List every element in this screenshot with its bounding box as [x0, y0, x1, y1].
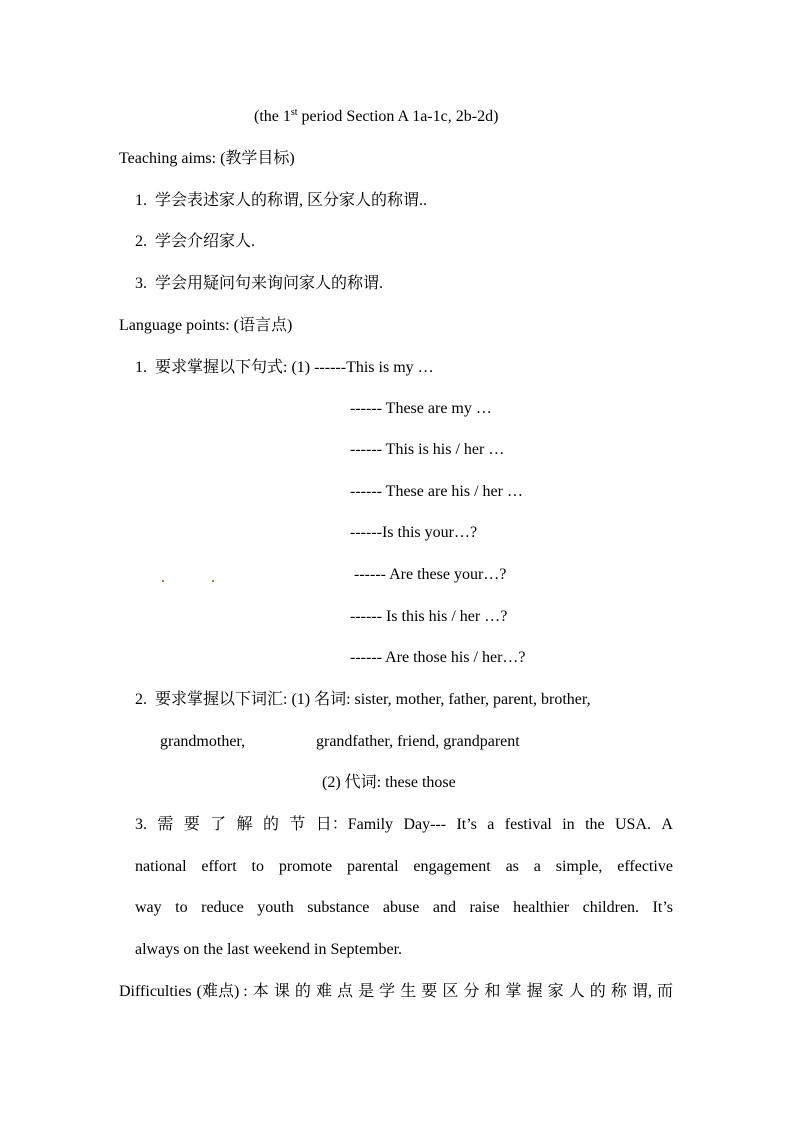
word: 称	[610, 983, 627, 1000]
word: 课	[273, 983, 290, 1000]
stray-dot	[162, 580, 164, 582]
word: as	[505, 858, 519, 875]
aim-item-2: 2. 学会介绍家人.	[135, 233, 256, 250]
word: parental	[347, 858, 399, 875]
word: 日：Family	[315, 816, 394, 833]
section-header: (the 1st period Section A 1a-1c, 2b-2d)	[254, 107, 499, 125]
word: It’s	[652, 899, 673, 916]
word: 的	[294, 983, 311, 1000]
word: (难点) :	[196, 983, 248, 1000]
word: to	[251, 858, 264, 875]
word: effort	[201, 858, 237, 875]
festival-line-1	[135, 815, 673, 835]
word: youth	[257, 899, 294, 916]
word: reduce	[201, 899, 244, 916]
sentence-pattern: ------ Are these your…?	[354, 566, 507, 583]
word: a	[533, 858, 541, 875]
vocab-line-2b: grandfather, friend, grandparent	[316, 733, 520, 750]
festival-line-3	[135, 898, 673, 918]
word: 要	[421, 983, 438, 1000]
word: It’s	[456, 816, 477, 833]
sentence-pattern: ------ This is his / her …	[350, 441, 505, 458]
word: 3.	[135, 816, 147, 833]
festival-line-2	[135, 857, 673, 877]
word: 学	[379, 983, 396, 1000]
difficulties-line	[119, 982, 673, 1002]
word: 握	[526, 983, 543, 1000]
word: 谓,	[631, 983, 652, 1000]
word: 的	[589, 983, 606, 1000]
festival-line-4: always on the last weekend in September.	[135, 941, 403, 958]
word: 点	[337, 983, 354, 1000]
word: 区	[442, 983, 459, 1000]
sentence-pattern: ------ Are those his / her…?	[350, 649, 526, 666]
word: 分	[463, 983, 480, 1000]
word: simple,	[555, 858, 603, 875]
word: way	[135, 899, 162, 916]
word: and	[432, 899, 456, 916]
word: Difficulties	[119, 983, 192, 1000]
word: USA.	[614, 816, 651, 833]
word: 本	[252, 983, 269, 1000]
word: a	[487, 816, 495, 833]
word: 而	[656, 983, 673, 1000]
word: to	[175, 899, 188, 916]
word: engagement	[413, 858, 491, 875]
word: children.	[582, 899, 640, 916]
lp-item-2: 2. 要求掌握以下词汇: (1) 名词: sister, mother, father, parent, brother,	[135, 691, 591, 708]
word: healthier	[513, 899, 570, 916]
word: abuse	[382, 899, 420, 916]
word: 掌	[505, 983, 522, 1000]
word: 了	[210, 816, 227, 833]
word: raise	[469, 899, 500, 916]
word: 节	[289, 816, 306, 833]
aim-item-1: 1. 学会表述家人的称谓, 区分家人的称谓..	[135, 192, 428, 209]
word: 家	[547, 983, 564, 1000]
word: 的	[262, 816, 279, 833]
word: festival	[504, 816, 552, 833]
word: 需	[157, 816, 174, 833]
word: substance	[307, 899, 370, 916]
stray-dot	[212, 580, 214, 582]
word: 解	[236, 816, 253, 833]
word: Day---	[403, 816, 447, 833]
word: promote	[278, 858, 333, 875]
vocab-line-3: (2) 代词: these those	[322, 774, 456, 791]
lp-item-1: 1. 要求掌握以下句式: (1) ------This is my …	[135, 359, 434, 376]
vocab-line-2a: grandmother,	[160, 733, 246, 750]
aim-item-3: 3. 学会用疑问句来询问家人的称谓.	[135, 275, 384, 292]
word: the	[585, 816, 605, 833]
word: effective	[617, 858, 673, 875]
word: 人	[568, 983, 585, 1000]
teaching-aims-heading: Teaching aims: (教学目标)	[119, 150, 295, 167]
word: 生	[400, 983, 417, 1000]
sentence-pattern: ------ These are his / her …	[350, 483, 523, 500]
sentence-pattern: ------ Is this his / her …?	[350, 608, 508, 625]
sentence-pattern: ------ These are my …	[350, 400, 492, 417]
word: 和	[484, 983, 501, 1000]
word: A	[661, 816, 673, 833]
word: 难	[315, 983, 332, 1000]
word: in	[562, 816, 575, 833]
sentence-pattern: ------Is this your…?	[350, 524, 478, 541]
word: 要	[183, 816, 200, 833]
superscript: st	[290, 107, 298, 118]
word: national	[135, 858, 187, 875]
language-points-heading: Language points: (语言点)	[119, 317, 293, 334]
word: 是	[358, 983, 375, 1000]
